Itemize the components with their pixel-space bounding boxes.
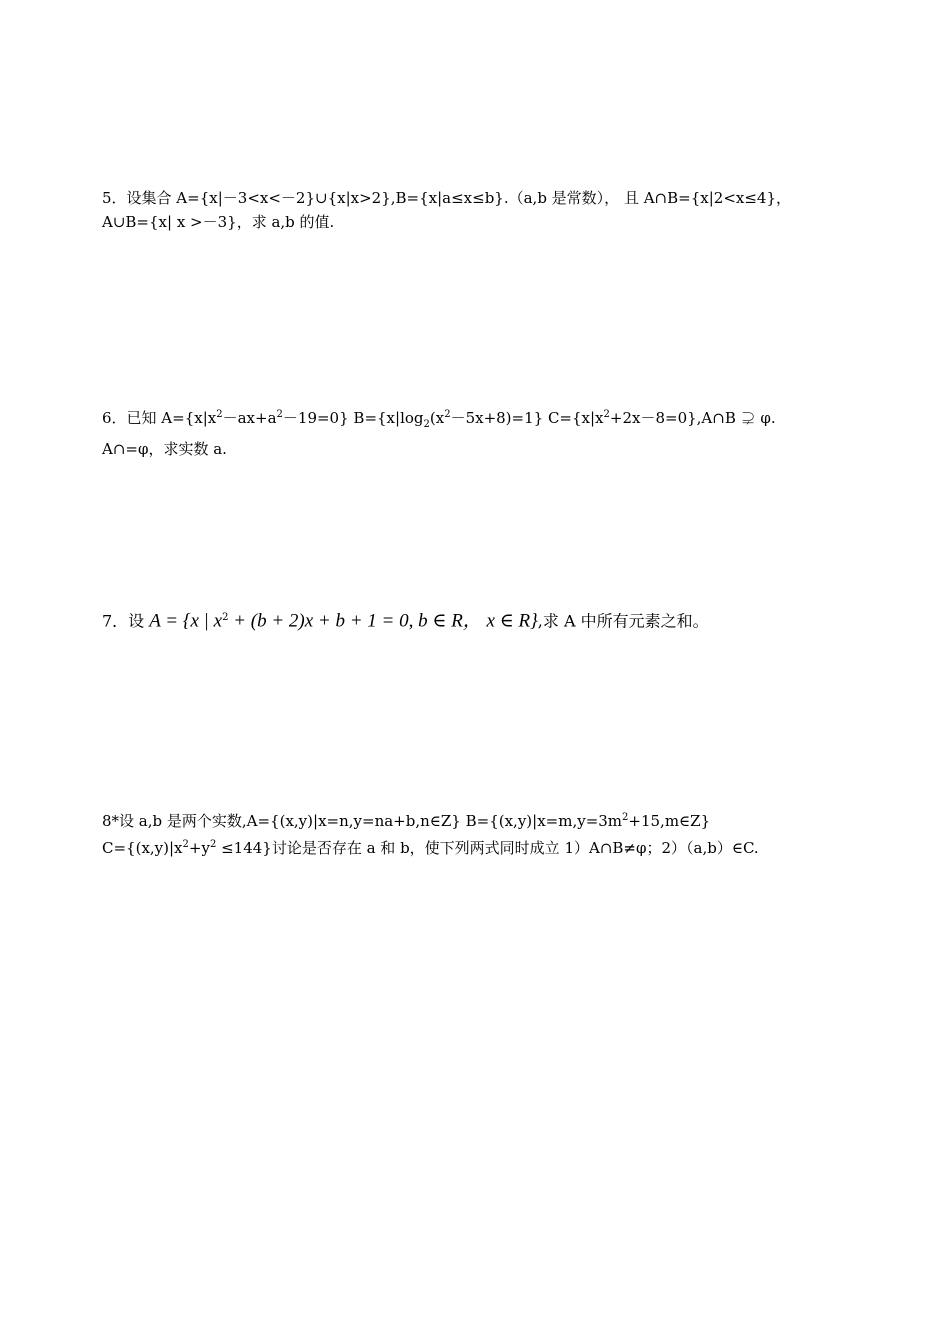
p8-sup: 2 [209,839,217,850]
p6-seg: (x [429,409,445,427]
p6-seg: 6．已知 A={x|x [102,409,217,427]
p6-seg: －5x+8)=1} C={x|x [450,409,604,427]
problem-5-line-1: 5．设集合 A={x|－3<x<－2}∪{x|x>2},B={x|a≤x≤b}.（a,b 是常数）， 且 A∩B={x|2<x≤4}， [102,189,791,207]
p6-sub: 2 [423,419,430,430]
p6-seg: +2x－8=0},A∩B ⊋ φ. [609,409,776,427]
p8-seg: C={(x,y)|x [102,839,183,857]
problem-7-exponent: 2 [222,612,229,623]
p6-sup: 2 [444,409,451,420]
p8-sup: 2 [622,812,629,823]
problem-8-line-2 [102,833,902,860]
p6-seg: －19=0} B={x|log [282,409,424,427]
problem-7-tail: ,求 A 中所有元素之和。 [537,611,709,631]
p6-sup: 2 [216,409,223,420]
problem-6-line-1 [102,403,902,437]
problem-5 [102,186,902,234]
p8-seg: +y [188,839,210,857]
p8-seg: +15,m∈Z} [628,812,711,830]
p6-sup: 2 [276,409,283,420]
p6-sup: 2 [603,409,610,420]
problem-7-set-open: A = {x | x [149,610,223,632]
problem-6 [102,403,902,461]
problem-7-number: 7．设 [102,611,150,631]
p8-sup: 2 [182,839,189,850]
problem-7 [102,604,902,635]
problem-8-line-1 [102,806,902,833]
problem-7-expression: + (b + 2)x + b + 1 = 0, b ∈ R， x ∈ R} [228,610,538,632]
p8-seg: 8*设 a,b 是两个实数,A={(x,y)|x=n,y=na+b,n∈Z} B={(x,y)|x=m,y=3m [102,812,623,830]
p8-seg: ≤144}讨论是否存在 a 和 b，使下列两式同时成立 1）A∩B≠φ；2）（a,b）∈C. [216,839,759,857]
p6-seg: －ax+a [222,409,277,427]
problem-6-line-2: A∩=φ，求实数 a. [102,440,227,458]
problem-5-line-2: A∪B={x| x >－3}，求 a,b 的值. [102,213,335,231]
problem-8 [102,806,902,860]
